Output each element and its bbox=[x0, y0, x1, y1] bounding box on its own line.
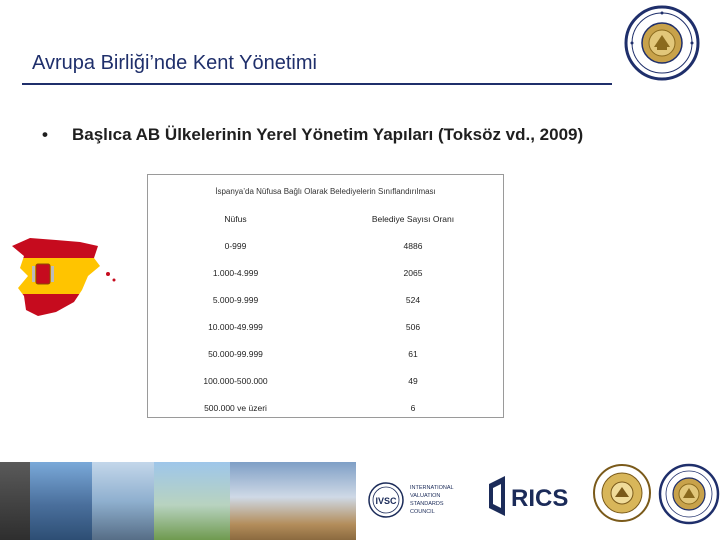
rics-logo bbox=[485, 472, 581, 520]
university-seal-logo bbox=[624, 5, 700, 81]
table-cell-population: 50.000-99.999 bbox=[208, 349, 263, 359]
tower-photo bbox=[92, 462, 154, 540]
slide-title: Avrupa Birliği’nde Kent Yönetimi bbox=[32, 52, 317, 74]
table-cell-ratio: 524 bbox=[405, 295, 421, 305]
table-cell-population: 0-999 bbox=[224, 241, 247, 251]
table-cell-population: 1.000-4.999 bbox=[212, 268, 259, 278]
table-cell-population: 500.000 ve üzeri bbox=[204, 403, 267, 413]
title-divider bbox=[22, 83, 612, 85]
table-header-population: Nüfus bbox=[224, 214, 247, 224]
university-seal-small-icon bbox=[592, 463, 652, 523]
skyline-photo bbox=[30, 462, 92, 540]
table-cell-ratio: 506 bbox=[405, 322, 421, 332]
ivsc-text-line: STANDARDS bbox=[410, 501, 444, 507]
table-cell-ratio: 2065 bbox=[403, 268, 423, 278]
landscape-photo bbox=[154, 462, 230, 540]
table-cell-population: 5.000-9.999 bbox=[212, 295, 259, 305]
ivsc-text-line: VALUATION bbox=[410, 493, 441, 499]
population-table bbox=[147, 174, 504, 418]
university-seal-icon bbox=[658, 462, 720, 526]
bullet-text: Başlıca AB Ülkelerinin Yerel Yönetim Yapıları (Toksöz vd., 2009) bbox=[72, 125, 584, 144]
spain-flag-map bbox=[8, 232, 118, 322]
table-caption: İspanya’da Nüfusa Bağlı Olarak Belediyelerin Sınıflandırılması bbox=[215, 187, 436, 196]
table-cell-ratio: 61 bbox=[408, 349, 418, 359]
historic-building-photo bbox=[230, 462, 356, 540]
ivsc-mark: IVSC bbox=[375, 496, 397, 506]
table-cell-ratio: 49 bbox=[408, 376, 418, 386]
table-cell-population: 100.000-500.000 bbox=[203, 376, 268, 386]
table-header-ratio: Belediye Sayısı Oranı bbox=[371, 214, 455, 224]
table-cell-population: 10.000-49.999 bbox=[208, 322, 263, 332]
ivsc-text-line: COUNCIL bbox=[410, 509, 435, 515]
city-photo bbox=[0, 462, 30, 540]
table-cell-ratio: 4886 bbox=[403, 241, 423, 251]
rics-wordmark: RICS bbox=[511, 485, 569, 512]
ivsc-text-line: INTERNATIONAL bbox=[410, 485, 454, 491]
ivsc-logo bbox=[366, 478, 466, 522]
table-cell-ratio: 6 bbox=[410, 403, 416, 413]
bullet-symbol: • bbox=[42, 125, 48, 144]
